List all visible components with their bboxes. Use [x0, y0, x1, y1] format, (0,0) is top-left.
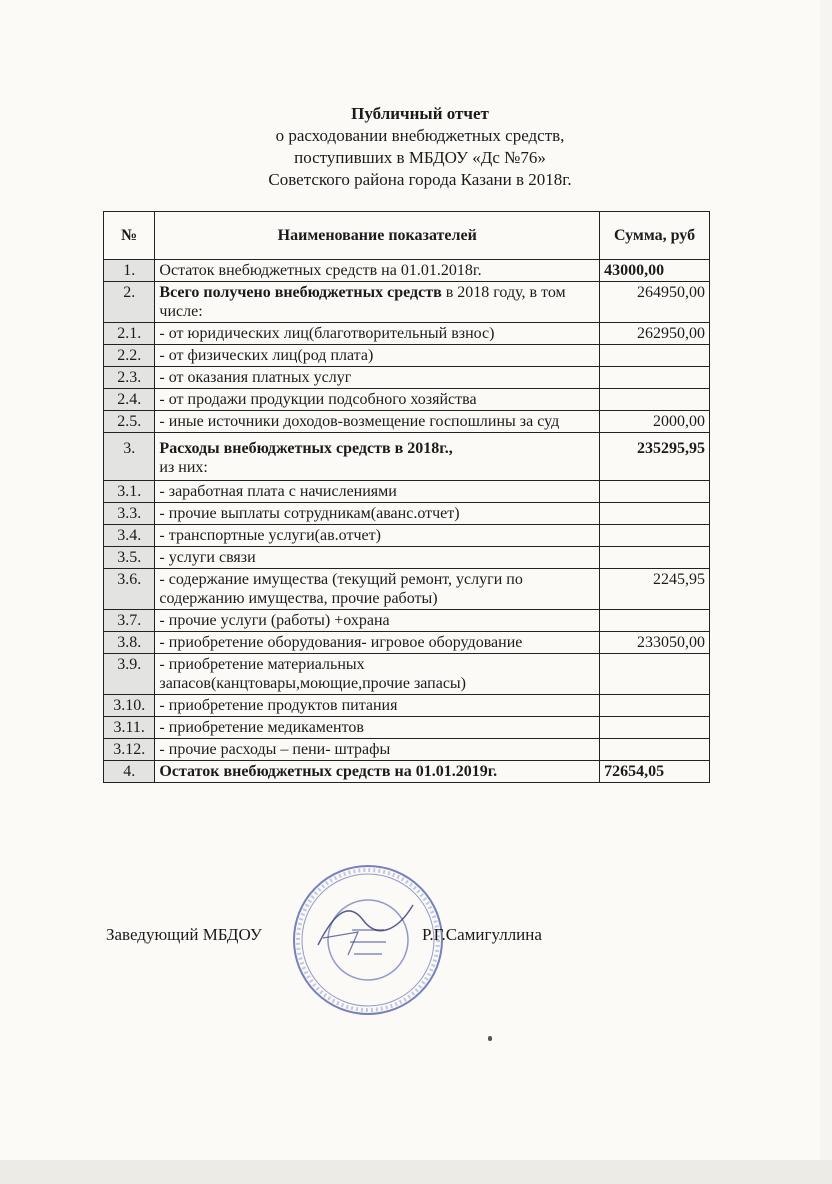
row-number: 2.2. — [104, 345, 155, 367]
row-name-bold: Всего получено внебюджетных средств — [159, 284, 442, 301]
row-number: 3.4. — [104, 525, 155, 547]
row-number: 3.11. — [104, 717, 155, 739]
row-number: 3.12. — [104, 739, 155, 761]
row-number: 2.5. — [104, 411, 155, 433]
report-table — [103, 211, 710, 783]
row-sum — [600, 389, 710, 411]
row-sum — [600, 654, 710, 695]
header-indicator: Наименование показателей — [155, 212, 600, 260]
document-title — [190, 103, 650, 191]
row-number: 2.1. — [104, 323, 155, 345]
row-name-bold: Расходы внебюджетных средств в 2018г., — [159, 440, 453, 457]
table-row — [104, 654, 710, 695]
row-number: 1. — [104, 260, 155, 282]
row-name: - приобретение оборудования- игровое оборудование — [155, 632, 600, 654]
row-sum — [600, 503, 710, 525]
row-name-rest: из них: — [159, 459, 208, 476]
table-row — [104, 433, 710, 481]
table-row — [104, 717, 710, 739]
table-row — [104, 569, 710, 610]
row-name: - от продажи продукции подсобного хозяйства — [155, 389, 600, 411]
table-row — [104, 547, 710, 569]
row-sum: 2245,95 — [600, 569, 710, 610]
row-sum — [600, 367, 710, 389]
signature-position: Заведующий МБДОУ — [106, 925, 262, 944]
row-sum — [600, 481, 710, 503]
row-number: 3.10. — [104, 695, 155, 717]
row-number: 3.1. — [104, 481, 155, 503]
row-sum — [600, 610, 710, 632]
row-sum — [600, 739, 710, 761]
row-sum — [600, 345, 710, 367]
title-line-2: о расходовании внебюджетных средств, — [275, 126, 565, 145]
table-row — [104, 632, 710, 654]
title-line-4: Советского района города Казани в 2018г. — [268, 170, 572, 189]
row-name: - заработная плата с начислениями — [155, 481, 600, 503]
row-number: 2.4. — [104, 389, 155, 411]
row-sum: 262950,00 — [600, 323, 710, 345]
row-name: - от физических лиц(род плата) — [155, 345, 600, 367]
row-sum: 233050,00 — [600, 632, 710, 654]
row-sum — [600, 695, 710, 717]
table-row — [104, 389, 710, 411]
row-sum: 235295,95 — [600, 433, 710, 481]
row-name: - прочие выплаты сотрудникам(аванс.отчет) — [155, 503, 600, 525]
row-sum — [600, 547, 710, 569]
row-sum: 72654,05 — [600, 761, 710, 783]
row-number: 2.3. — [104, 367, 155, 389]
table-row — [104, 481, 710, 503]
table-row — [104, 761, 710, 783]
table-row — [104, 739, 710, 761]
row-name: - иные источники доходов-возмещение госпошлины за суд — [155, 411, 600, 433]
table-row — [104, 282, 710, 323]
row-name: - прочие расходы – пени- штрафы — [155, 739, 600, 761]
table-row — [104, 525, 710, 547]
header-sum: Сумма, руб — [600, 212, 710, 260]
row-sum — [600, 525, 710, 547]
row-name — [155, 282, 600, 323]
row-name: - транспортные услуги(ав.отчет) — [155, 525, 600, 547]
row-number: 3.5. — [104, 547, 155, 569]
row-name: - услуги связи — [155, 547, 600, 569]
header-number: № — [104, 212, 155, 260]
row-name: - приобретение продуктов питания — [155, 695, 600, 717]
row-number: 3.6. — [104, 569, 155, 610]
row-sum: 264950,00 — [600, 282, 710, 323]
table-row — [104, 323, 710, 345]
row-name — [155, 260, 600, 282]
table-row — [104, 411, 710, 433]
row-sum: 2000,00 — [600, 411, 710, 433]
row-name-text: Остаток внебюджетных средств на 01.01.2018г. — [159, 262, 482, 279]
row-number: 3.7. — [104, 610, 155, 632]
table-row — [104, 503, 710, 525]
title-main: Публичный отчет — [351, 104, 489, 123]
row-name: - от оказания платных услуг — [155, 367, 600, 389]
row-number: 2. — [104, 282, 155, 323]
table-row — [104, 260, 710, 282]
table-row — [104, 367, 710, 389]
row-number: 3.9. — [104, 654, 155, 695]
row-name — [155, 433, 600, 481]
ink-mark — [488, 1036, 492, 1041]
table-row — [104, 610, 710, 632]
table-row — [104, 695, 710, 717]
row-sum — [600, 717, 710, 739]
table-row — [104, 345, 710, 367]
row-number: 3.3. — [104, 503, 155, 525]
row-sum: 43000,00 — [600, 260, 710, 282]
table-header-row — [104, 212, 710, 260]
row-name: - содержание имущества (текущий ремонт, услуги по содержанию имущества, прочие работы) — [155, 569, 600, 610]
row-name: - приобретение медикаментов — [155, 717, 600, 739]
row-number: 3. — [104, 433, 155, 481]
signer-name: Р.Г.Самигуллина — [422, 925, 542, 944]
row-number: 3.8. — [104, 632, 155, 654]
row-name: - от юридических лиц(благотворительный взнос) — [155, 323, 600, 345]
row-number: 4. — [104, 761, 155, 783]
title-line-3: поступивших в МБДОУ «Дс №76» — [294, 148, 546, 167]
row-name: - приобретение материальных запасов(канцтовары,моющие,прочие запасы) — [155, 654, 600, 695]
page-bottom-edge — [0, 1160, 832, 1184]
row-name: - прочие услуги (работы) +охрана — [155, 610, 600, 632]
row-name: Остаток внебюджетных средств на 01.01.2019г. — [155, 761, 600, 783]
row-name-rest: в 2018 году, в том числе: — [159, 284, 566, 320]
